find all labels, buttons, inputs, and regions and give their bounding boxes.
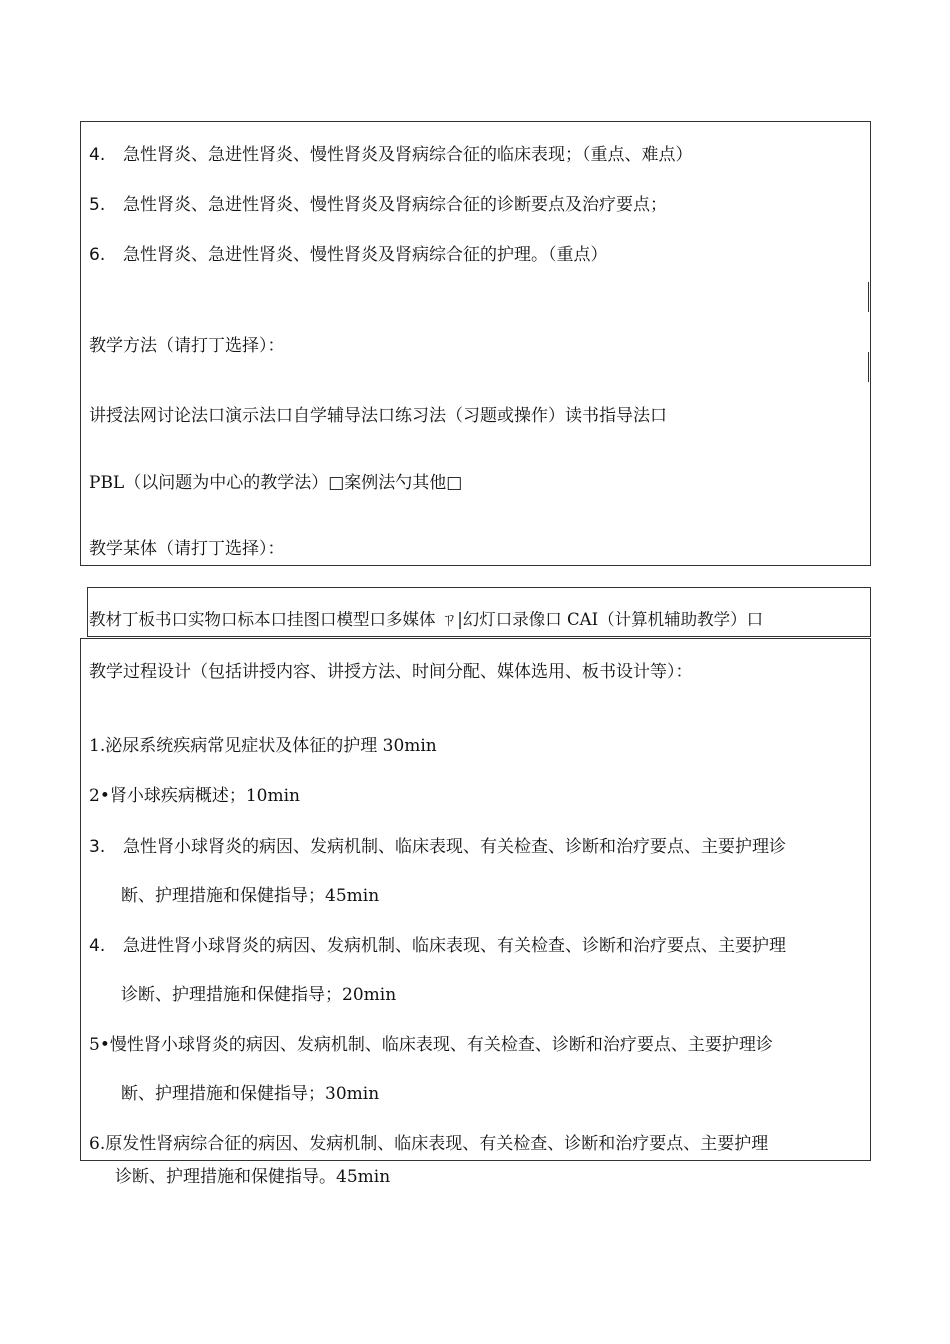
process-item-2: 2•肾小球疾病概述；10min — [89, 786, 300, 806]
objective-item — [89, 143, 693, 167]
method-options-line1: 讲授法网讨论法口演示法口自学辅导法口练习法（习题或操作）读书指导法口 — [89, 406, 667, 426]
objective-item — [89, 193, 667, 217]
objective-text: 急性肾炎、急进性肾炎、慢性肾炎及肾病综合征的诊断要点及治疗要点； — [123, 195, 667, 215]
process-item-4-continued: 诊断、护理措施和保健指导；20min — [121, 985, 397, 1005]
process-item-number: 3. — [89, 837, 106, 857]
media-heading: 教学某体（请打丁选择）： — [89, 539, 285, 559]
process-item-4 — [89, 934, 786, 958]
process-item-1: 1.泌尿系统疾病常见症状及体征的护理 30min — [89, 736, 437, 756]
right-edge-mark — [868, 352, 869, 382]
process-item-6-continued: 诊断、护理措施和保健指导。45min — [115, 1167, 391, 1187]
objective-item — [89, 243, 608, 267]
process-heading: 教学过程设计（包括讲授内容、讲授方法、时间分配、媒体选用、板书设计等）： — [89, 662, 693, 682]
objective-number: 5. — [89, 195, 106, 215]
right-edge-mark — [868, 282, 869, 312]
process-item-5: 5•慢性肾小球肾炎的病因、发病机制、临床表现、有关检查、诊断和治疗要点、主要护理诊 — [89, 1035, 773, 1055]
process-item-text: 急性肾小球肾炎的病因、发病机制、临床表现、有关检查、诊断和治疗要点、主要护理诊 — [123, 837, 786, 857]
media-options: 教材丁板书口实物口标本口挂图口模型口多媒体 ㄗ|幻灯口录像口 CAI（计算机辅助教学）口 — [89, 610, 764, 629]
process-item-3-continued: 断、护理措施和保健指导；45min — [121, 886, 380, 906]
objective-number: 4. — [89, 145, 106, 165]
process-item-3 — [89, 835, 786, 859]
objective-text: 急性肾炎、急进性肾炎、慢性肾炎及肾病综合征的护理。（重点） — [123, 245, 608, 265]
process-item-number: 4. — [89, 936, 106, 956]
process-item-6: 6.原发性肾病综合征的病因、发病机制、临床表现、有关检查、诊断和治疗要点、主要护理 — [89, 1134, 769, 1154]
process-item-text: 急进性肾小球肾炎的病因、发病机制、临床表现、有关检查、诊断和治疗要点、主要护理 — [123, 936, 786, 956]
objective-text: 急性肾炎、急进性肾炎、慢性肾炎及肾病综合征的临床表现；（重点、难点） — [123, 145, 693, 165]
method-heading: 教学方法（请打丁选择）： — [89, 336, 285, 356]
method-options-line2: PBL（以问题为中心的教学法）□案例法勺其他□ — [89, 473, 463, 493]
process-item-5-continued: 断、护理措施和保健指导；30min — [121, 1084, 380, 1104]
objective-number: 6. — [89, 245, 106, 265]
